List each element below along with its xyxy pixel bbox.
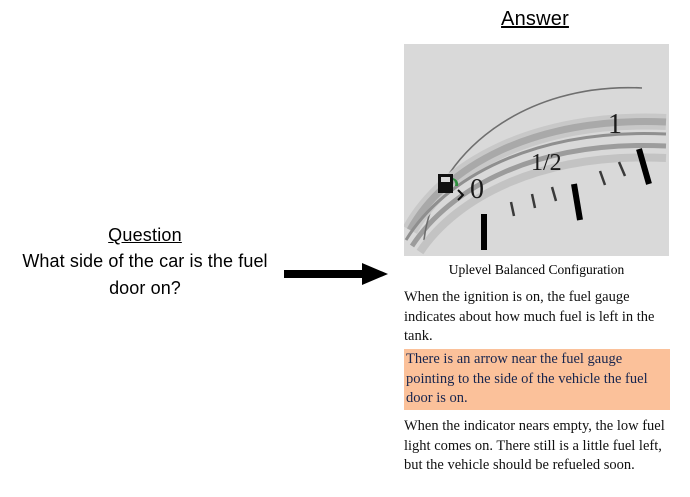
gauge-label-half: 1/2 — [531, 150, 562, 176]
question-block — [10, 222, 280, 302]
question-text: What side of the car is the fuel door on? — [22, 251, 268, 298]
fuel-gauge-diagram — [404, 44, 669, 256]
figure-caption: Uplevel Balanced Configuration — [448, 262, 625, 277]
paragraph-low-fuel: When the indicator nears empty, the low fuel light comes on. There still is a little fuel left, but the vehicle should be refueled soon. — [404, 418, 665, 473]
gauge-label-0: 0 — [470, 174, 484, 205]
gauge-label-1: 1 — [608, 109, 622, 140]
question-heading: Question — [108, 225, 182, 245]
paragraph-ignition: When the ignition is on, the fuel gauge indicates about how much fuel is left in the tank. — [404, 289, 655, 344]
arrow-right-icon — [284, 263, 388, 285]
paragraph-highlighted-answer: There is an arrow near the fuel gauge pointing to the side of the vehicle the fuel door is on. — [404, 349, 670, 410]
answer-heading: Answer — [501, 8, 569, 30]
